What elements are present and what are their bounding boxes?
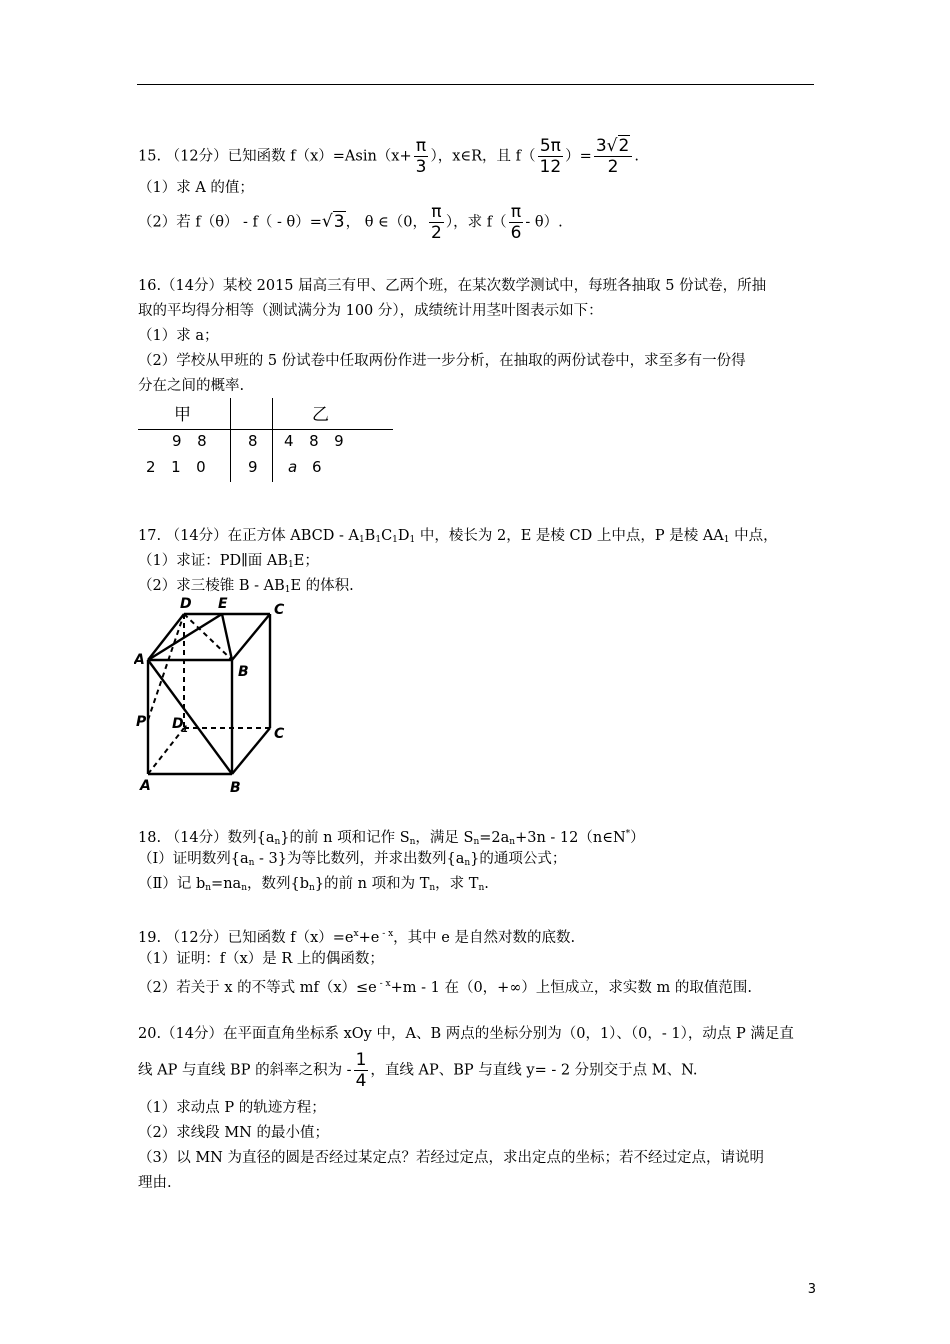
label-D1: D [172,716,184,732]
q17-part-1: （1）求证：PD∥面 $AB_1E$； [138,553,319,570]
q20-part-1: （1）求动点 P 的轨迹方程； [138,1100,326,1116]
fraction-1-over-4: $\frac{1}{4}$ [355,1050,367,1091]
stem-header-rule [138,429,393,430]
q18-part-1: （Ⅰ）证明数列$\{a_n - 3\}$为等比数列，并求出数列$\{a_n\}$的通项公式； [138,851,567,868]
label-B1: B [230,780,241,794]
header-rule [137,84,814,85]
stem-row1-right: 4 8 9 [284,432,346,450]
stem-row2-a: a [288,458,300,476]
stem-header-jia: 甲 [174,405,191,425]
label-C1: C [274,726,285,742]
q15-line-1: 15. （12分）已知函数 f（x）=Asin（x+ $\frac{\pi}{3}$ ），x∈R，且 f（ $\frac{5\pi}{12}$ ）= $\frac{3√2}{2}$ . [138,136,639,177]
q20-part-2: （2）求线段 MN 的最小值； [138,1125,329,1141]
label-B: B [238,664,249,680]
q16-part-2: （2）学校从甲班的 5 份试卷中任取两份作进一步分析，在抽取的两份试卷中，求至多有一份得 [138,353,746,369]
label-E: E [218,596,228,612]
q18-part-2: （Ⅱ）记 $b_n=na_n$，数列$\{b_n\}$的前 n 项和为 $T_n$，求 $T_n$. [138,876,489,893]
stem-divider-right [272,398,273,482]
stem-leaf-table [138,398,393,482]
q15-part-1: （1）求 A 的值； [138,180,254,196]
fraction-5pi-over-12: $\frac{5\pi}{12}$ [539,136,562,177]
q20-part-3: （3）以 MN 为直径的圆是否经过某定点？若经过定点，求出定点的坐标；若不经过定点，请说明 [138,1150,764,1166]
stem-divider-left [230,398,231,482]
q19-line-1: 19. （12分）已知函数 $f(x)=e^x+e$ $^{- x}$，其中 e 是自然对数的底数. [138,929,576,946]
stem-row1-left: 9 8 [172,432,209,450]
fraction-pi-over-3: $\frac{\pi}{3}$ [415,136,427,177]
label-C: C [274,602,285,618]
q16-part-1: （1）求 a； [138,328,219,344]
stem-row2-stem: 9 [248,458,260,476]
page-number: 3 [807,1282,816,1297]
label-D1-sub: 1 [182,725,189,735]
cube-figure [134,594,294,794]
label-A: A [134,652,145,668]
q17-line-1: 17. （14分）在正方体 ABCD - $A_1B_1C_1D_1$ 中，棱长为 2，E 是棱 CD 上中点，P 是棱 $AA_1$ 中点， [138,528,778,545]
stem-header-yi: 乙 [312,405,329,425]
label-A1: A [140,778,151,794]
q20-line-2: 线 AP 与直线 BP 的斜率之积为 - $\frac{1}{4}$ ，直线 AP、BP 与直线 y= - 2 分别交于点 M、N. [138,1050,698,1091]
stem-row1-stem: 8 [248,432,260,450]
q19-part-1: （1）证明：f（x）是 R 上的偶函数； [138,951,384,967]
q20-line-6: 理由. [138,1175,172,1191]
fraction-3sqrt2-over-2: $\frac{3√2}{2}$ [594,136,633,177]
q16-line-1: 16.（14分）某校 2015 届高三有甲、乙两个班，在某次数学测试中，每班各抽取 5 份试卷，所抽 [138,278,767,294]
fraction-pi-over-2: $\frac{\pi}{2}$ [431,202,442,243]
q19-part-2: （2）若关于 x 的不等式 mf（x）≤e $^{- x}$+m - 1 在（0，+∞）上恒成立，求实数 m 的取值范围. [138,979,752,996]
q15-part-2: （2）若 f（θ） - f（ - θ）=√3， θ ∈（0， $\frac{\pi}{2}$ ），求 f（ $\frac{\pi}{6}$ - θ）. [138,202,563,243]
stem-row2-right: 6 [312,458,324,476]
label-D: D [180,596,192,612]
label-P: P [136,714,147,730]
fraction-pi-over-6: $\frac{\pi}{6}$ [510,202,522,243]
q18-line-1: 18. （14分）数列$\{a_n\}$的前 n 项和记作 $S_n$，满足 $S_n=2a_n+3n$ - 12（n∈N*） [138,829,645,847]
q16-line-2: 取的平均得分相等（测试满分为 100 分），成绩统计用茎叶图表示如下： [138,303,603,319]
q20-line-1: 20.（14分）在平面直角坐标系 xOy 中，A、B 两点的坐标分别为（0，1）、（0，- 1），动点 P 满足直 [138,1026,794,1042]
q16-line-5: 分在之间的概率. [138,378,245,394]
stem-row2-left: 2 1 0 [146,458,208,476]
sqrt-3: √3 [321,211,345,232]
q17-part-2: （2）求三棱锥 B - $AB_1E$ 的体积. [138,578,354,595]
